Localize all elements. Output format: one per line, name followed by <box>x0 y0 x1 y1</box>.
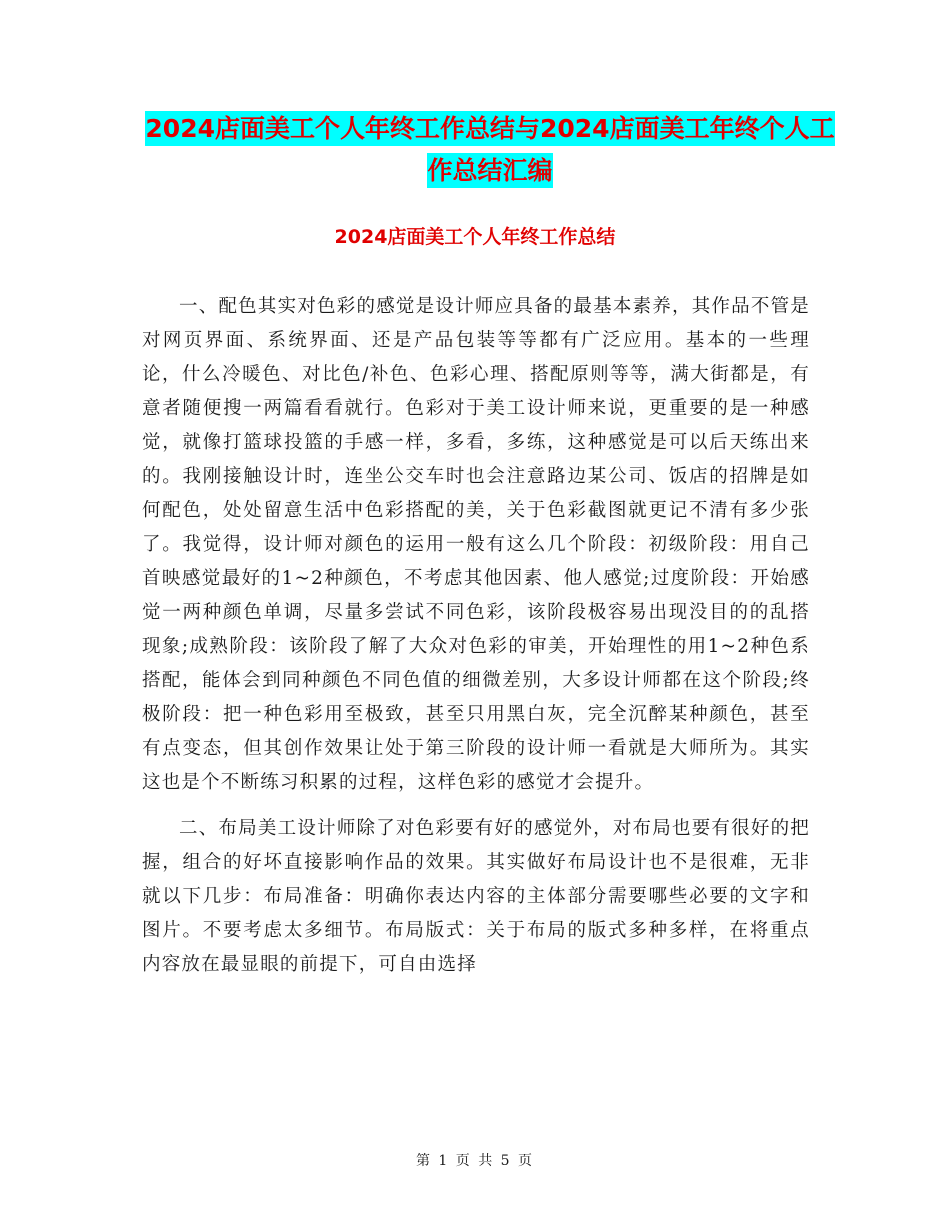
paragraph-2: 二、布局美工设计师除了对色彩要有好的感觉外，对布局也要有很好的把握，组合的好坏直接影响作品的效果。其实做好布局设计也不是很难，无非就以下几步：布局准备：明确你表达内容的主体部分需要哪些必要的文字和图片。不要考虑太多细节。布局版式：关于布局的版式多种多样，在将重点内容放在最显眼的前提下，可自由选择 <box>142 818 810 975</box>
document-title <box>140 108 840 192</box>
document-body <box>142 290 810 982</box>
paragraph-1: 一、配色其实对色彩的感觉是设计师应具备的最基本素养，其作品不管是对网页界面、系统界面、还是产品包装等等都有广泛应用。基本的一些理论，什么冷暖色、对比色/补色、色彩心理、搭配原则等等，满大街都是，有意者随便搜一两篇看看就行。色彩对于美工设计师来说，更重要的是一种感觉，就像打篮球投篮的手感一样，多看，多练，这种感觉是可以后天练出来的。我刚接触设计时，连坐公交车时也会注意路边某公司、饭店的招牌是如何配色，处处留意生活中色彩搭配的美，关于色彩截图就更记不清有多少张了。我觉得，设计师对颜色的运用一般有这么几个阶段：初级阶段：用自己首映感觉最好的1~2种颜色，不考虑其他因素、他人感觉;过度阶段：开始感觉一两种颜色单调，尽量多尝试不同色彩，该阶段极容易出现没目的的乱搭现象;成熟阶段：该阶段了解了大众对色彩的审美，开始理性的用1~2种色系搭配，能体会到同种颜色不同色值的细微差别，大多设计师都在这个阶段;终极阶段：把一种色彩用至极致，甚至只用黑白灰，完全沉醉某种颜色，甚至有点变态，但其创作效果让处于第三阶段的设计师一看就是大师所为。其实这也是个不断练习积累的过程，这样色彩的感觉才会提升。 <box>142 296 810 793</box>
page-number-footer: 第 1 页 共 5 页 <box>415 1153 535 1169</box>
section-title: 2024店面美工个人年终工作总结 <box>334 226 616 248</box>
document-title-highlight: 2024店面美工个人年终工作总结与2024店面美工年终个人工作总结汇编 <box>145 111 834 188</box>
